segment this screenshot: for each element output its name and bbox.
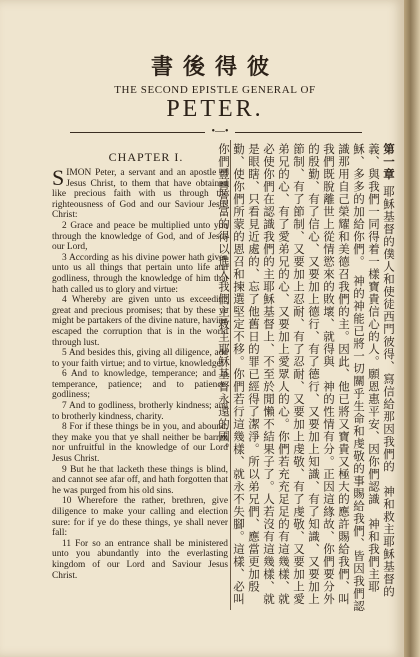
verse-11: 11 For so an entrance shall be ministered unto you abundantly into the everlasting kingdom of our Lord and Saviour Jesus Christ. (52, 538, 228, 581)
verse-9: 9 But he that lacketh these things is blind, and cannot see afar off, and hath forgotten that he was purged from his old sins. (52, 464, 228, 496)
verse-10: 10 Wherefore the rather, brethren, give diligence to make your calling and election sure: for if ye do these things, ye shall never fall: (52, 496, 228, 539)
verse-1-text: IMON Peter, a servant and an apostle of Jesus Christ, to them that have obtained like precious faith with us through the righteousness of God and our Saviour Jesus Christ: (52, 168, 228, 221)
ornament-divider: •—• (205, 126, 235, 137)
verse-2: 2 Grace and peace be multiplied unto you through the knowledge of God, and of Jesus our Lord, (52, 220, 228, 253)
verse-3: 3 According as his divine power hath given unto us all things that pertain unto life and godliness, through the knowledge of him that hath called us to glory and virtue: (52, 252, 228, 295)
chinese-book-title: 書後得彼 (150, 54, 279, 80)
verse-5: 5 And besides this, giving all diligence, add to your faith virtue; and to virtue, knowledge; (52, 348, 228, 369)
verse-7: 7 And to godliness, brotherly kindness; and to brotherly kindness, charity. (52, 401, 228, 422)
verse-8: 8 For if these things be in you, and abound, they make you that ye shall neither be barren nor unfruitful in the knowledge of our Lord Jesus Christ. (52, 422, 228, 465)
chinese-text: 耶穌基督的僕人和使徒西門彼得、寫信給那因我們的 神和救主耶穌基督的義、與我們一同得着一樣寶貴信心的人。願恩惠平安、因你們認識 神和我們主耶穌、多多的加給你們。 神的神能已將一切關乎生命和虔敬的事賜給我們、皆因我們認識那用自己榮耀和美德召我們的主。因此、他已將又寶貴又極大的應許賜給我們、叫我們既脫離世上從情慾來的敗壞、就得與 神的性情有分。正因這緣故、你們要分外的殷勤、有了信心、又要加上德行、有了德行、又要加上知識、有了知識、又要加上節制、有了節制、又要加上忍耐、有了忍耐、又要加上虔敬、有了虔敬、又要加上愛弟兄的心、有了愛弟兄的心、又要加上愛眾人的心。你們若充充足足的有這幾樣、就必使你們在認識我們的主耶穌基督上、不至於閒懶不結果子了。人若沒有這幾樣、就是眼瞎、只看見近處的、忘了他舊日的罪已經得了潔淨。所以弟兄們、應當更加殷勤、使你們所蒙的恩召和揀選堅定不移。你們若行這幾樣、就永不失腳。這樣、必叫你們豐豐富富的得以進入我們主救主耶穌基督永遠的國。 (217, 143, 396, 613)
book-spine (404, 0, 420, 657)
english-column (52, 165, 228, 581)
english-book-title-line1: THE SECOND EPISTLE GENERAL OF (114, 84, 316, 96)
chinese-column (217, 143, 396, 613)
verse-4: 4 Whereby are given unto us exceeding great and precious promises; that by these ye might be partakers of the divine nature, having escaped the corruption that is in the world through lust. (52, 295, 228, 348)
english-book-title-line2: PETER. (166, 96, 264, 122)
verse-6: 6 And to knowledge, temperance; and to temperance, patience; and to patience, godliness; (52, 369, 228, 401)
english-chapter-heading: CHAPTER I. (108, 150, 184, 164)
verse-1 (52, 165, 228, 221)
chinese-chapter-heading: 第一章 (382, 143, 396, 181)
dropcap-letter: S (52, 165, 65, 190)
